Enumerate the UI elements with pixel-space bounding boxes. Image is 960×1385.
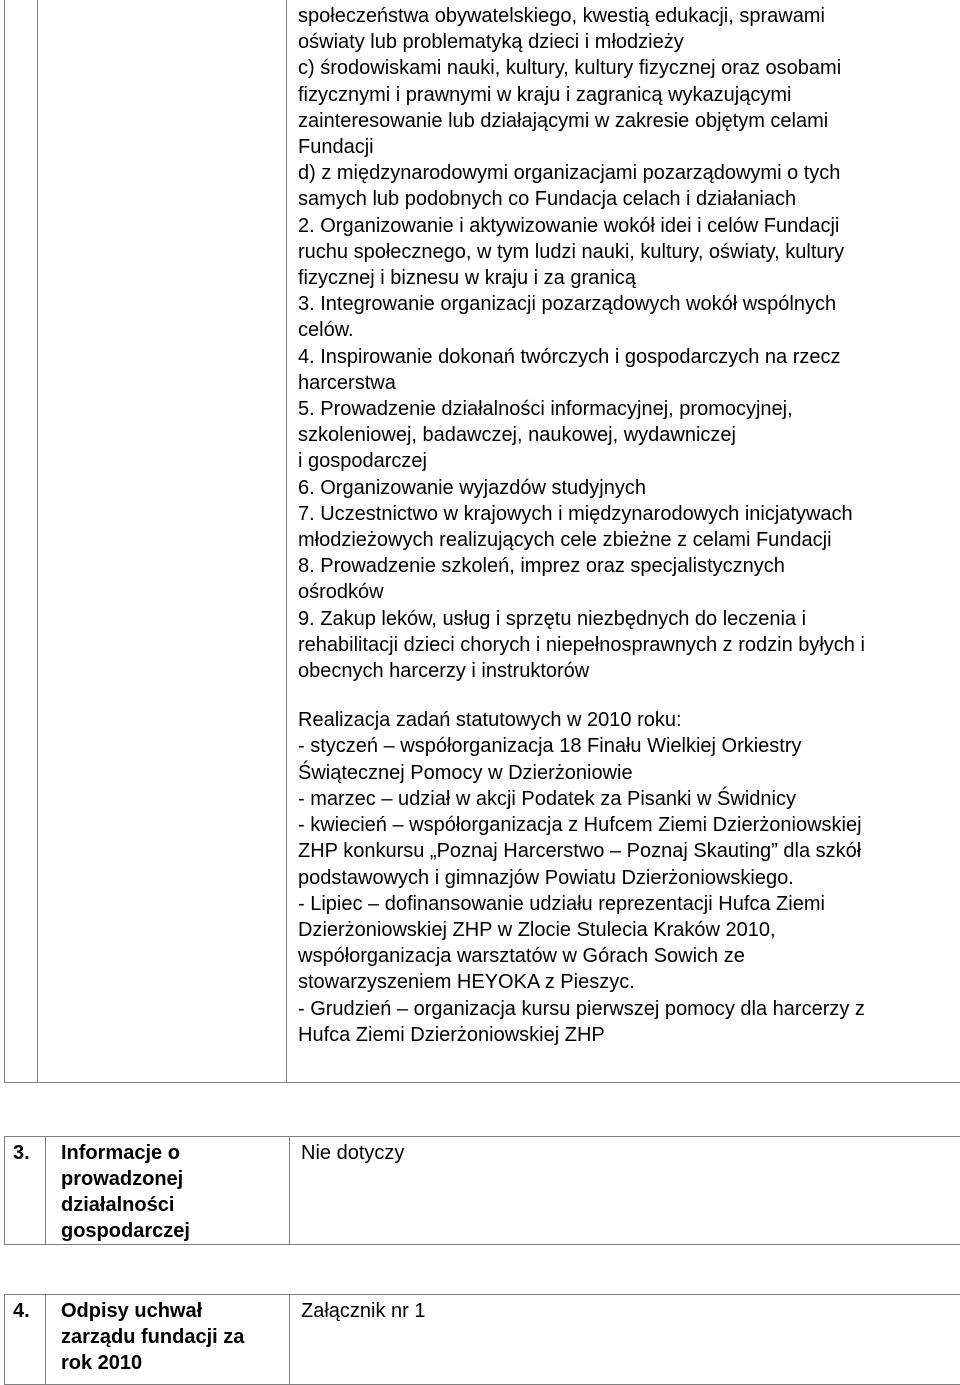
text-line: 8. Prowadzenie szkoleń, imprez oraz specjalistycznych [298,555,785,578]
text-line: fizycznymi i prawnymi w kraju i zagranicą wykazującymi [298,83,792,106]
text-line: obecnych harcerzy i instruktorów [298,660,590,683]
text-line: 3. Integrowanie organizacji pozarządowych wokół wspólnych [298,293,837,316]
row-label: Odpisy uchwał zarządu fundacji za rok 2010 [46,1295,290,1385]
table-row [5,0,960,1083]
text-line: 2. Organizowanie i aktywizowanie wokół idei i celów Fundacji [298,214,840,237]
text-line: 7. Uczestnictwo w krajowych i międzynarodowych inicjatywach [298,502,853,525]
text-line: młodzieżowych realizujących cele zbieżne z celami Fundacji [298,529,832,552]
text-line: - Lipiec – dofinansowanie udziału reprezentacji Hufca Ziemi [298,892,825,915]
business-activity-table [4,1136,960,1245]
text-line: szkoleniowej, badawczej, naukowej, wydawniczej [298,424,736,447]
text-line: d) z międzynarodowymi organizacjami pozarządowymi o tych [298,162,841,185]
text-line: społeczeństwa obywatelskiego, kwestią edukacji, sprawami [298,5,825,27]
text-line: podstawowych i gimnazjów Powiatu Dzierżoniowskiego. [298,866,794,889]
text-line: ruchu społecznego, w tym ludzi nauki, kultury, oświaty, kultury [298,240,845,263]
text-line: fizycznej i biznesu w kraju i za granicą [298,267,636,290]
row-number: 4. [5,1295,46,1385]
text-line: stowarzyszeniem HEYOKA z Pieszyc. [298,971,635,994]
text-line: 9. Zakup leków, usług i sprzętu niezbędnych do leczenia i [298,607,807,630]
text-line: Hufca Ziemi Dzierżoniowskiej ZHP [298,1023,605,1046]
statute-goals-text [287,0,960,1048]
paragraph-gap [298,684,953,707]
table-row [5,1137,960,1245]
row-number: 3. [5,1137,46,1245]
text-line: ZHP konkursu „Poznaj Harcerstwo – Poznaj Skauting” dla szkół [298,840,862,863]
label-cell [38,0,287,1083]
text-line: współorganizacja warsztatów w Górach Sowich ze [298,945,745,968]
text-line: celów. [298,319,354,342]
row-label: Informacje o prowadzonej działalności gospodarczej [46,1137,290,1245]
text-line: 6. Organizowanie wyjazdów studyjnych [298,476,646,499]
text-line: i gospodarczej [298,450,427,473]
row-value: Nie dotyczy [290,1137,960,1245]
text-line: ośrodków [298,581,384,604]
row-value: Załącznik nr 1 [290,1295,960,1385]
number-cell [5,0,38,1083]
text-line: harcerstwa [298,371,396,394]
text-line: - marzec – udział w akcji Podatek za Pisanki w Świdnicy [298,787,796,810]
text-line: Fundacji [298,136,374,159]
text-line: c) środowiskami nauki, kultury, kultury fizycznej oraz osobami [298,57,842,80]
text-line: zainteresowanie lub działającymi w zakresie objętym celami [298,109,829,132]
text-line: 5. Prowadzenie działalności informacyjnej, promocyjnej, [298,398,793,421]
board-resolutions-table [4,1294,960,1385]
text-line: - styczeń – współorganizacja 18 Finału Wielkiej Orkiestry [298,735,802,758]
text-line: Realizacja zadań statutowych w 2010 roku: [298,709,682,732]
text-line: Świątecznej Pomocy w Dzierżoniowie [298,761,633,784]
text-line: samych lub podobnych co Fundacja celach i działaniach [298,188,797,211]
text-line: Dzierżoniowskiej ZHP w Zlocie Stulecia Kraków 2010, [298,918,776,941]
content-cell [287,0,960,1083]
text-line: rehabilitacji dzieci chorych i niepełnosprawnych z rodzin byłych i [298,633,865,656]
text-line: oświaty lub problematyką dzieci i młodzieży [298,31,684,54]
text-line: - Grudzień – organizacja kursu pierwszej pomocy dla harcerzy z [298,997,865,1020]
table-row [5,1295,960,1385]
text-line: - kwiecień – współorganizacja z Hufcem Ziemi Dzierżoniowskiej [298,814,862,837]
main-table [4,0,960,1083]
text-line: 4. Inspirowanie dokonań twórczych i gospodarczych na rzecz [298,345,841,368]
